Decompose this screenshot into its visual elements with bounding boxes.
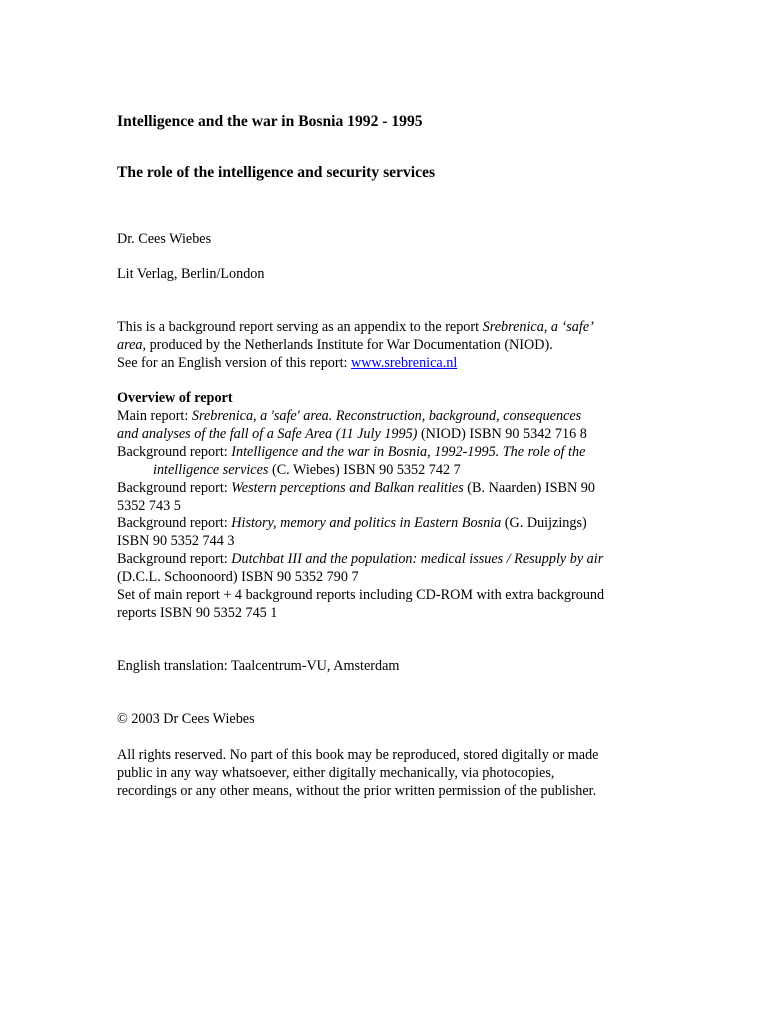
intro-line-1 — [117, 318, 594, 336]
intro-report-title: Srebrenica, a ‘safe’ — [482, 319, 594, 335]
overview-main-line-2 — [117, 425, 587, 443]
bg2-title: Western perceptions and Balkan realities — [231, 480, 464, 496]
overview-bg1-line-2 — [153, 461, 461, 479]
bg3-author: (G. Duijzings) — [501, 515, 587, 531]
overview-set-line-1: Set of main report + 4 background reports including CD-ROM with extra background — [117, 587, 605, 603]
srebrenica-link[interactable]: www.srebrenica.nl — [351, 355, 458, 371]
bg1-isbn: (C. Wiebes) ISBN 90 5352 742 7 — [268, 462, 461, 478]
rights-line-3: recordings or any other means, without the prior written permission of the publisher. — [117, 783, 597, 799]
overview-bg4-line-2: (D.C.L. Schoonoord) ISBN 90 5352 790 7 — [117, 569, 359, 585]
intro-text: , produced by the Netherlands Institute for War Documentation (NIOD). — [142, 337, 553, 353]
intro-text: This is a background report serving as an appendix to the report — [117, 319, 483, 335]
main-report-title-cont: and analyses of the fall of a Safe Area (11 July 1995) — [117, 426, 418, 442]
intro-line-2 — [117, 336, 553, 354]
bg2-author-isbn: (B. Naarden) ISBN 90 — [463, 480, 595, 496]
bg-report-prefix: Background report: — [117, 551, 232, 567]
overview-heading: Overview of report — [117, 390, 233, 406]
bg-report-prefix: Background report: — [117, 480, 232, 496]
bg1-title: Intelligence and the war in Bosnia, 1992-1995. The role of the — [231, 444, 586, 460]
intro-line-3 — [117, 354, 457, 372]
overview-set-line-2: reports ISBN 90 5352 745 1 — [117, 605, 278, 621]
translation-line: English translation: Taalcentrum-VU, Amsterdam — [117, 658, 400, 674]
overview-bg3-line-2: ISBN 90 5352 744 3 — [117, 533, 235, 549]
rights-line-1: All rights reserved. No part of this book may be reproduced, stored digitally or made — [117, 747, 599, 763]
overview-bg1-line-1 — [117, 443, 585, 461]
overview-main-line-1 — [117, 407, 581, 425]
main-report-isbn: (NIOD) ISBN 90 5342 716 8 — [417, 426, 587, 442]
document-title: Intelligence and the war in Bosnia 1992 - 1995 — [117, 113, 423, 130]
bg-report-prefix: Background report: — [117, 444, 232, 460]
bg3-title: History, memory and politics in Eastern Bosnia — [231, 515, 502, 531]
bg4-title: Dutchbat III and the population: medical issues / Resupply by air — [231, 551, 604, 567]
rights-line-2: public in any way whatsoever, either digitally mechanically, via photocopies, — [117, 765, 555, 781]
author-line: Dr. Cees Wiebes — [117, 231, 212, 247]
publisher-line: Lit Verlag, Berlin/London — [117, 266, 265, 282]
overview-bg4-line-1 — [117, 550, 603, 568]
main-report-prefix: Main report: — [117, 408, 192, 424]
bg1-title-cont: intelligence services — [153, 462, 269, 478]
bg-report-prefix: Background report: — [117, 515, 232, 531]
overview-bg3-line-1 — [117, 514, 587, 532]
main-report-title: Srebrenica, a 'safe' area. Reconstruction, background, consequences — [191, 408, 582, 424]
copyright-line: © 2003 Dr Cees Wiebes — [117, 711, 255, 727]
intro-text: See for an English version of this report: — [117, 355, 352, 371]
overview-bg2-line-2: 5352 743 5 — [117, 498, 181, 514]
intro-report-title-cont: area — [117, 337, 143, 353]
overview-bg2-line-1 — [117, 479, 595, 497]
document-subtitle: The role of the intelligence and security services — [117, 164, 436, 181]
